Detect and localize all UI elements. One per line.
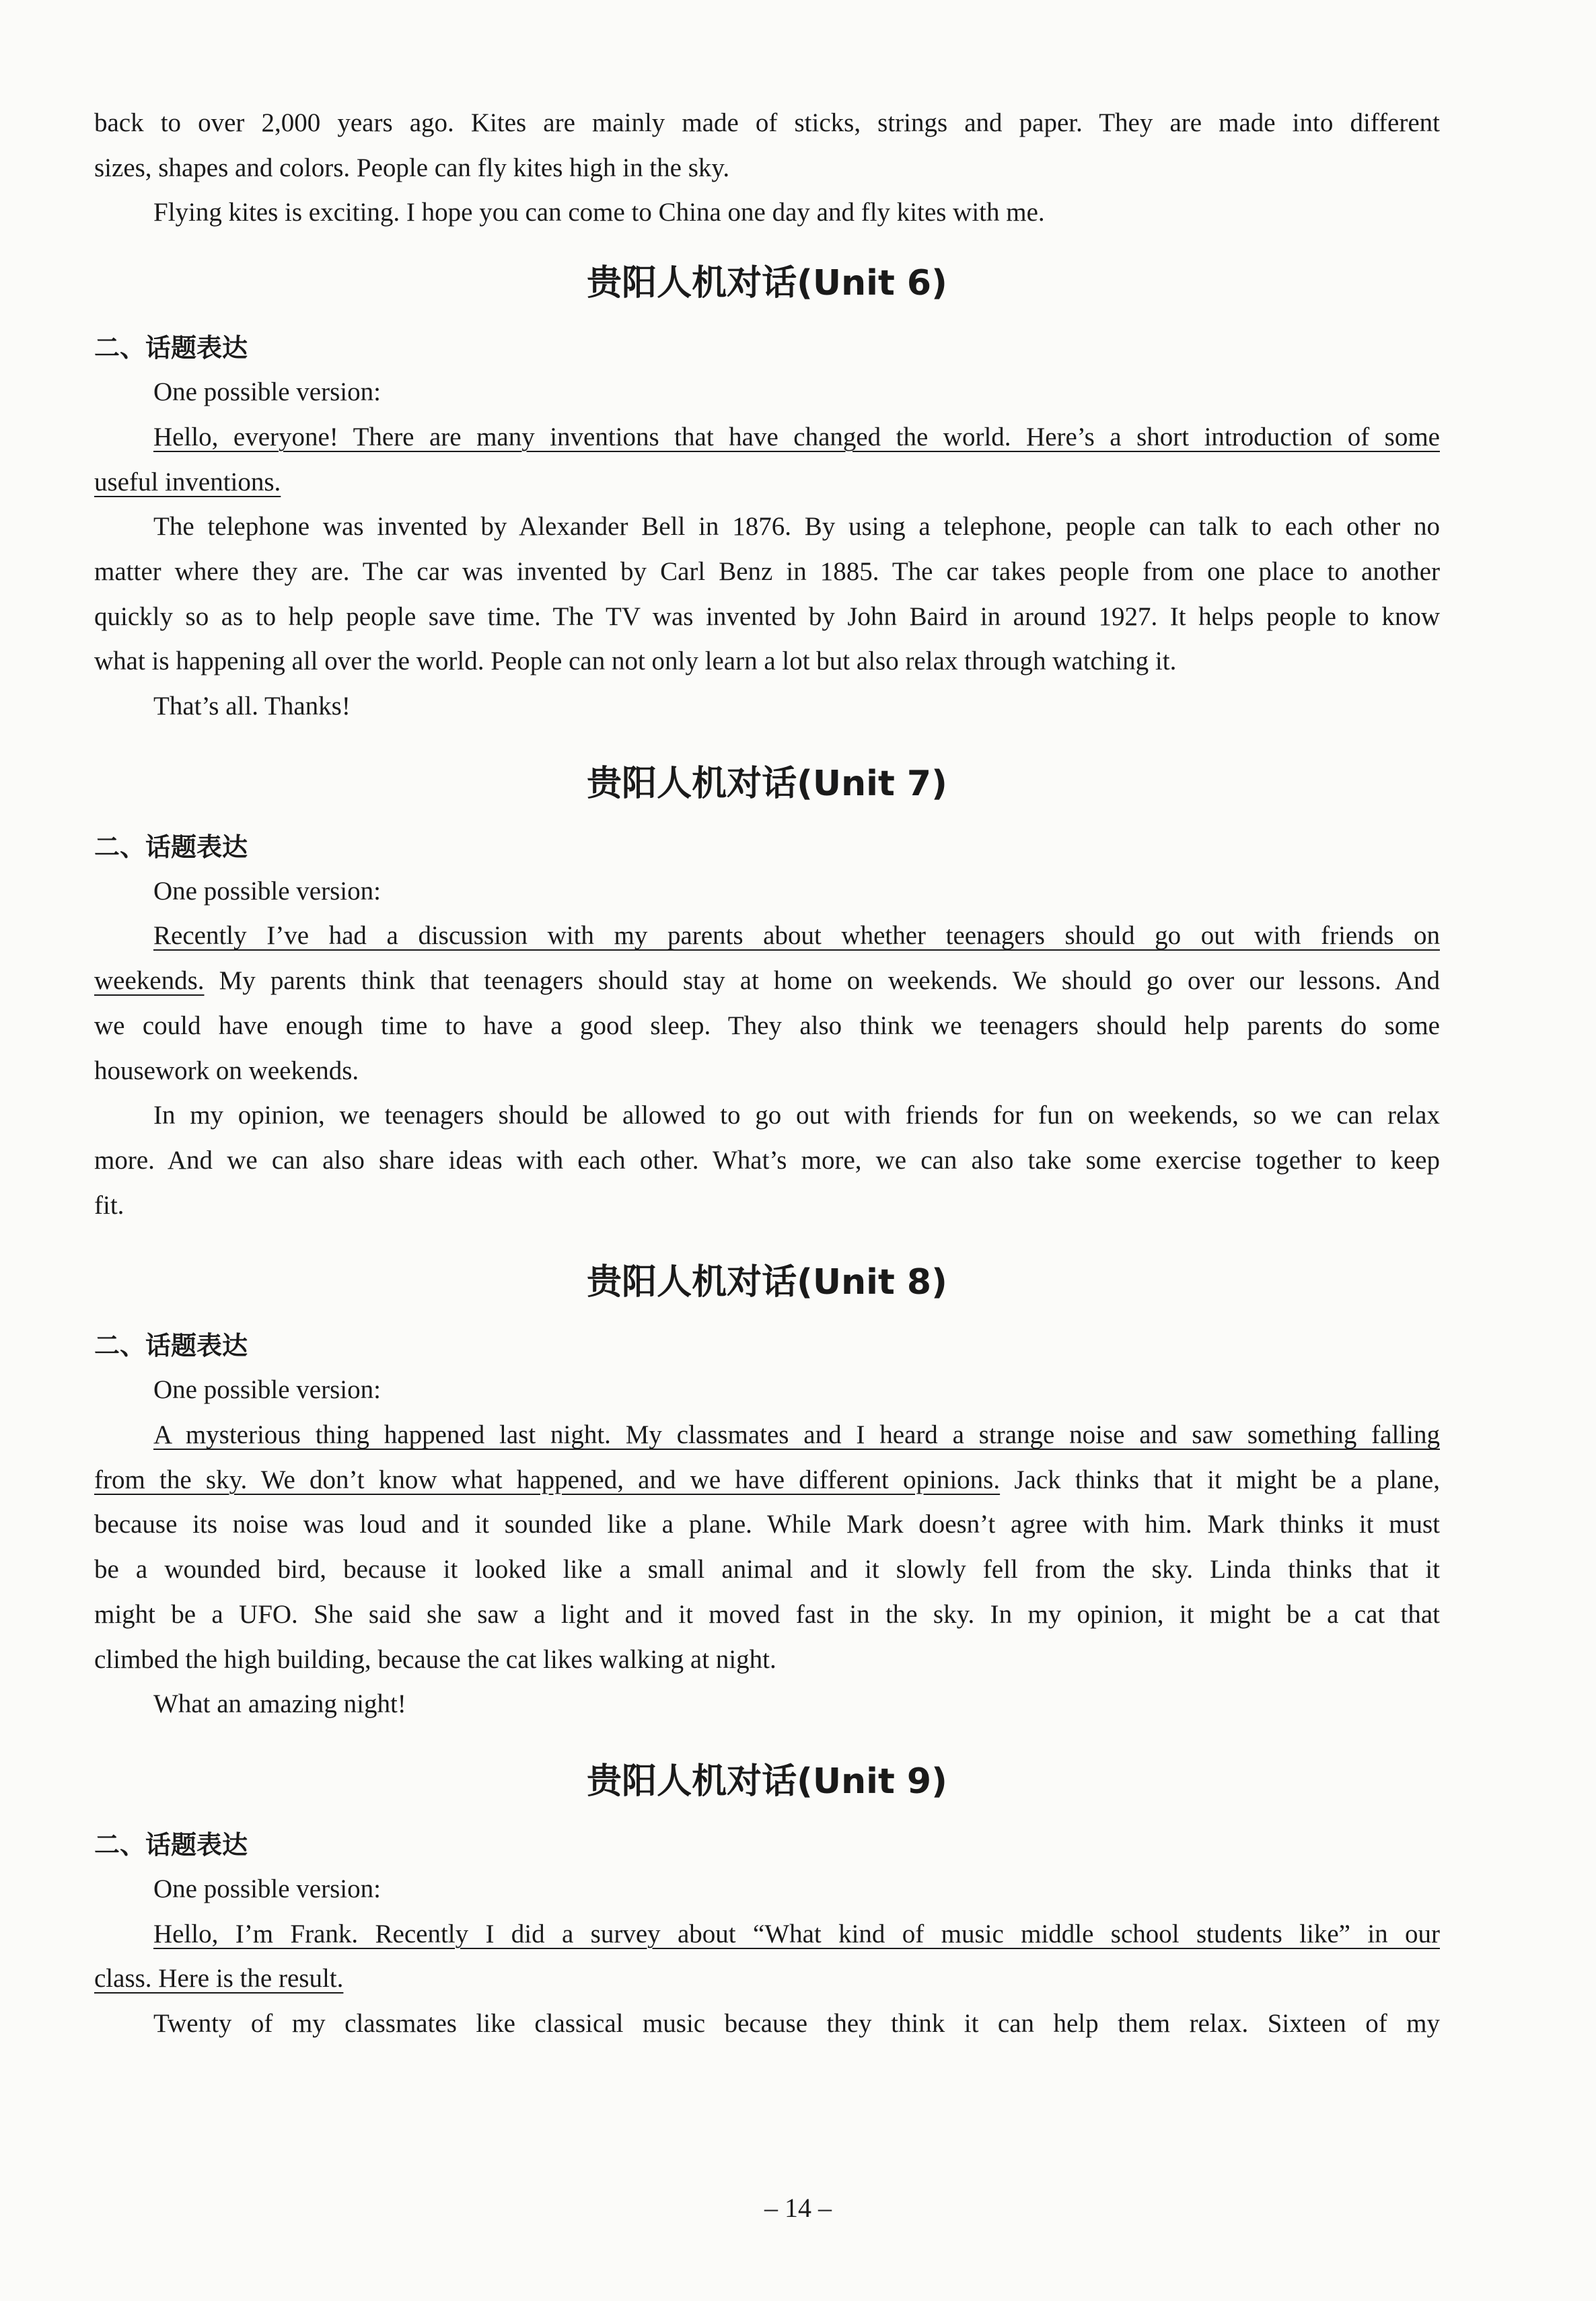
- underlined-line: [94, 1912, 1440, 1957]
- paragraph-line: what is happening all over the world. People can not only learn a lot but also relax through watching it.: [94, 647, 1177, 676]
- paragraph-line: matter where they are. The car was invented by Carl Benz in 1885. The car takes people from one place to another: [94, 556, 1440, 586]
- paragraph-line: more. And we can also share ideas with each other. What’s more, we can also take some exercise together to keep: [94, 1145, 1440, 1175]
- underlined-line: [94, 460, 1440, 505]
- paragraph-line: might be a UFO. She said she saw a light and it moved fast in the sky. In my opinion, it might be a cat that: [94, 1599, 1440, 1629]
- paragraph-line: The telephone was invented by Alexander Bell in 1876. By using a telephone, people can talk to each other no: [153, 512, 1440, 542]
- underlined-line: [94, 1957, 1440, 2002]
- paragraph-line: [94, 959, 1440, 1004]
- section-title-unit-9: 贵阳人机对话(Unit 9): [587, 1761, 947, 1802]
- paragraph-line: That’s all. Thanks!: [153, 692, 351, 721]
- document-page: [94, 101, 1440, 2047]
- underlined-text: from the sky. We don’t know what happened, and we have different opinions.: [94, 1465, 1001, 1494]
- paragraph-line: fit.: [94, 1190, 124, 1220]
- underlined-text: useful inventions.: [94, 467, 281, 497]
- paragraph-line: climbed the high building, because the cat likes walking at night.: [94, 1644, 776, 1674]
- underlined-line: [94, 914, 1440, 959]
- underlined-text: weekends.: [94, 966, 205, 996]
- paragraph-line: In my opinion, we teenagers should be allowed to go out with friends for fun on weekends, so we can relax: [153, 1101, 1440, 1130]
- version-label: One possible version:: [153, 1874, 381, 1903]
- section-title-unit-6: 贵阳人机对话(Unit 6): [587, 263, 947, 304]
- paragraph-line: back to over 2,000 years ago. Kites are mainly made of sticks, strings and paper. They are made into different: [94, 108, 1440, 137]
- subsection-heading: 二、话题表达: [94, 832, 248, 862]
- subsection-heading: 二、话题表达: [94, 333, 248, 363]
- subsection-heading: 二、话题表达: [94, 1331, 248, 1361]
- paragraph-line: because its noise was loud and it sounded like a plane. While Mark doesn’t agree with him. Mark thinks it must: [94, 1510, 1440, 1539]
- paragraph-line: [94, 1458, 1440, 1503]
- underlined-text: A mysterious thing happened last night. My classmates and I heard a strange noise and saw something falling: [153, 1420, 1440, 1450]
- section-title-unit-7: 贵阳人机对话(Unit 7): [587, 763, 947, 804]
- underlined-text: class. Here is the result.: [94, 1964, 344, 1994]
- body-text: My parents think that teenagers should stay at home on weekends. We should go over our lessons. And: [204, 966, 1440, 996]
- paragraph-line: Flying kites is exciting. I hope you can come to China one day and fly kites with me.: [153, 198, 1045, 227]
- subsection-heading: 二、话题表达: [94, 1829, 248, 1860]
- underlined-line: [94, 415, 1440, 460]
- underlined-text: Recently I’ve had a discussion with my parents about whether teenagers should go out with friends on: [153, 921, 1440, 951]
- section-title-unit-8: 贵阳人机对话(Unit 8): [587, 1262, 947, 1303]
- paragraph-line: we could have enough time to have a good sleep. They also think we teenagers should help parents do some: [94, 1011, 1440, 1040]
- paragraph-line: quickly so as to help people save time. The TV was invented by John Baird in around 1927. It helps people to know: [94, 601, 1440, 631]
- paragraph-line: What an amazing night!: [153, 1689, 406, 1719]
- version-label: One possible version:: [153, 876, 381, 906]
- underlined-text: Hello, everyone! There are many inventions that have changed the world. Here’s a short introduction of some: [153, 422, 1440, 451]
- page-number: – 14 –: [764, 2193, 832, 2223]
- body-text: Jack thinks that it might be a plane,: [1000, 1465, 1440, 1494]
- paragraph-line: Twenty of my classmates like classical music because they think it can help them relax. Sixteen of my: [153, 2009, 1440, 2039]
- paragraph-line: be a wounded bird, because it looked like a small animal and it slowly fell from the sky. Linda thinks that it: [94, 1555, 1440, 1584]
- paragraph-line: housework on weekends.: [94, 1056, 359, 1085]
- paragraph-line: sizes, shapes and colors. People can fly kites high in the sky.: [94, 153, 730, 182]
- version-label: One possible version:: [153, 1375, 381, 1405]
- underlined-line: [94, 1413, 1440, 1458]
- underlined-text: Hello, I’m Frank. Recently I did a survey about “What kind of music middle school students like” in our: [153, 1919, 1440, 1948]
- version-label: One possible version:: [153, 377, 381, 407]
